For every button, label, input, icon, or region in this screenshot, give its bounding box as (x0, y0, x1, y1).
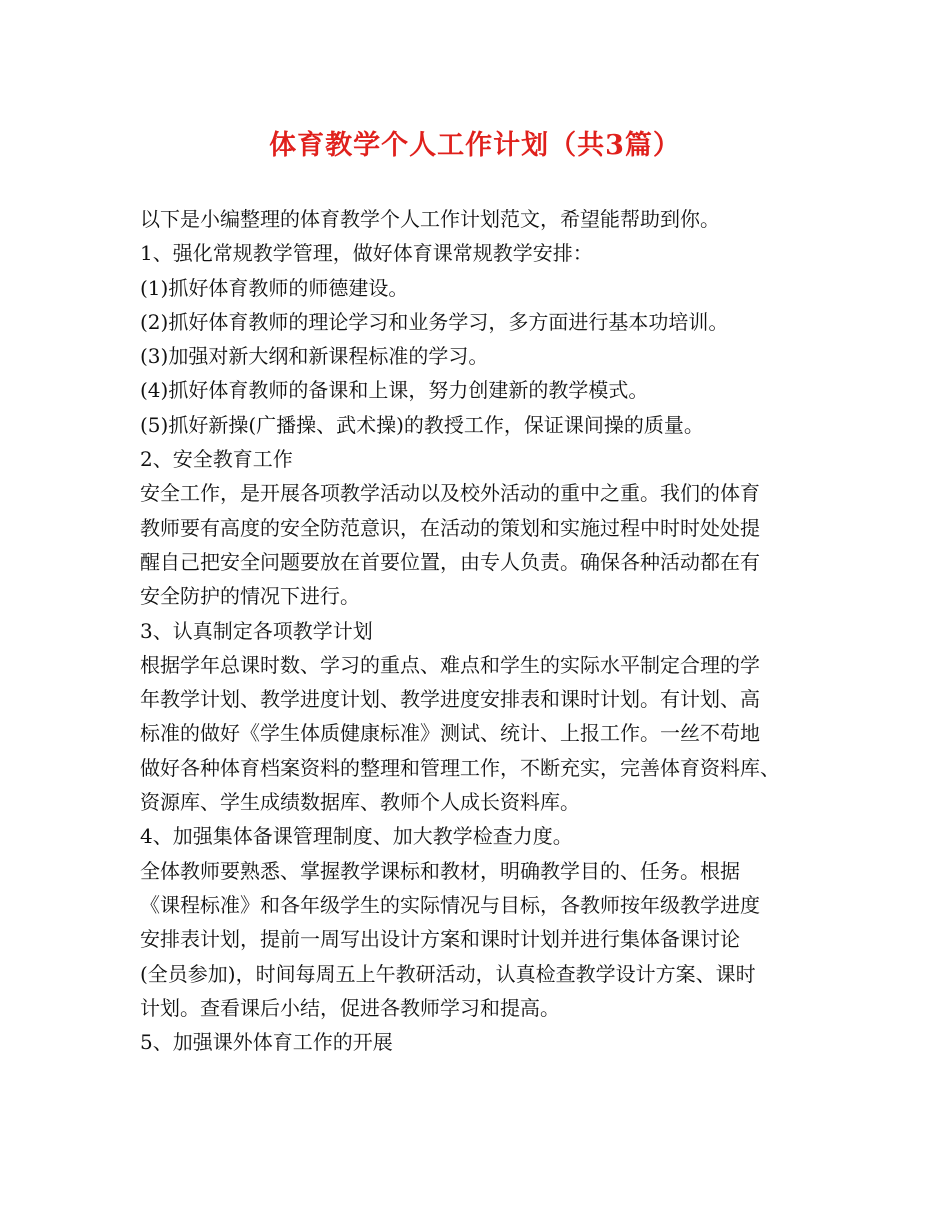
text-line: 5、加强课外体育工作的开展 (140, 1030, 393, 1055)
text-line: 醒自己把安全问题要放在首要位置，由专人负责。确保各种活动都在有 (140, 549, 760, 574)
text-line: 资源库、学生成绩数据库、教师个人成长资料库。 (140, 790, 580, 815)
text-line: 年教学计划、教学进度计划、教学进度安排表和课时计划。有计划、高 (140, 687, 760, 712)
text-line: 1、强化常规教学管理，做好体育课常规教学安排： (140, 241, 593, 266)
text-line: 安排表计划，提前一周写出设计方案和课时计划并进行集体备课讨论 (140, 927, 740, 952)
text-line: 计划。查看课后小结，促进各教师学习和提高。 (140, 995, 560, 1020)
text-line: 做好各种体育档案资料的整理和管理工作，不断充实，完善体育资料库、 (140, 755, 780, 780)
text-line: 2、安全教育工作 (140, 447, 293, 472)
text-line: 安全工作，是开展各项教学活动以及校外活动的重中之重。我们的体育 (140, 481, 760, 506)
text-line: (全员参加)，时间每周五上午教研活动，认真检查教学设计方案、课时 (140, 961, 756, 986)
document-title: 体育教学个人工作计划（共3篇） (269, 130, 681, 161)
text-line: 根据学年总课时数、学习的重点、难点和学生的实际水平制定合理的学 (140, 652, 760, 677)
text-line: 《课程标准》和各年级学生的实际情况与目标，各教师按年级教学进度 (140, 892, 760, 917)
text-line: 以下是小编整理的体育教学个人工作计划范文，希望能帮助到你。 (140, 207, 720, 231)
text-line: (1)抓好体育教师的师德建设。 (140, 275, 409, 300)
text-line: 安全防护的情况下进行。 (140, 584, 360, 609)
text-line: (5)抓好新操(广播操、武术操)的教授工作，保证课间操的质量。 (140, 412, 704, 437)
text-line: 4、加强集体备课管理制度、加大教学检查力度。 (140, 824, 573, 849)
text-line: (2)抓好体育教师的理论学习和业务学习，多方面进行基本功培训。 (140, 309, 729, 334)
document-body (140, 202, 830, 1059)
text-line: (3)加强对新大纲和新课程标准的学习。 (140, 344, 489, 369)
text-line: (4)抓好体育教师的备课和上课，努力创建新的教学模式。 (140, 378, 649, 403)
text-line: 教师要有高度的安全防范意识，在活动的策划和实施过程中时时处处提 (140, 515, 760, 540)
text-line: 全体教师要熟悉、掌握教学课标和教材，明确教学目的、任务。根据 (140, 858, 740, 883)
text-line: 标准的做好《学生体质健康标准》测试、统计、上报工作。一丝不苟地 (140, 721, 760, 746)
text-line: 3、认真制定各项教学计划 (140, 618, 373, 643)
